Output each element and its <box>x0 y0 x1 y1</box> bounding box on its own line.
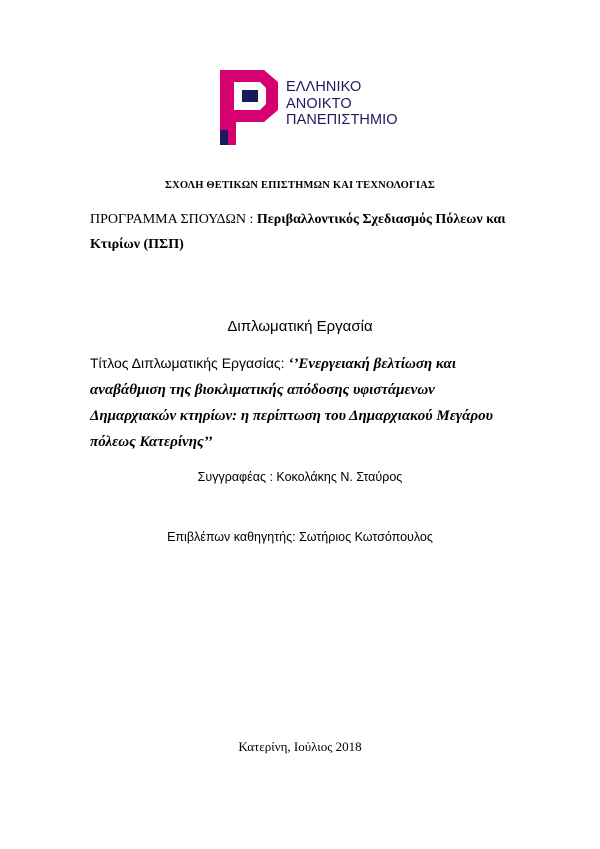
logo-line-1: ΕΛΛΗΝΙΚΟ <box>286 79 362 95</box>
author-line: Συγγραφέας : Κοκολάκης Ν. Σταύρος <box>197 470 403 484</box>
eap-logo-mark-icon <box>220 70 284 145</box>
program-name: Περιβαλλοντικός Σχεδιασμός Πόλεων και Κτιρίων (ΠΣΠ) <box>90 212 506 252</box>
logo-wordmark <box>286 79 398 129</box>
thesis-title-label: Τίτλος Διπλωματικής Εργασίας: <box>90 355 285 371</box>
study-program <box>90 207 515 257</box>
place-date: Κατερίνη, Ιούλιος 2018 <box>238 739 362 754</box>
school-name: ΣΧΟΛΗ ΘΕΤΙΚΩΝ ΕΠΙΣΤΗΜΩΝ ΚΑΙ ΤΕΧΝΟΛΟΓΙΑΣ <box>165 180 435 191</box>
thesis-type: Διπλωματική Εργασία <box>227 318 373 335</box>
program-label: ΠΡΟΓΡΑΜΜΑ ΣΠΟΥΔΩΝ : <box>90 212 254 227</box>
thesis-title: ‘’Ενεργειακή βελτίωση και αναβάθμιση της βιοκλιματικής απόδοσης υφιστάμενων Δημαρχιακών κτηρίων: η περίπτωση του Δημαρχιακού Μεγάρου πόλεως Κατερίνης’’ <box>90 356 493 450</box>
logo-line-2: ΑΝΟΙΚΤΟ <box>286 95 352 112</box>
thesis-title-block <box>90 350 515 455</box>
university-logo <box>220 70 410 145</box>
supervisor-line: Επιβλέπων καθηγητής: Σωτήριος Κωτσόπουλος <box>167 530 433 544</box>
logo-line-3: ΠΑΝΕΠΙΣΤΗΜΙΟ <box>286 112 398 128</box>
